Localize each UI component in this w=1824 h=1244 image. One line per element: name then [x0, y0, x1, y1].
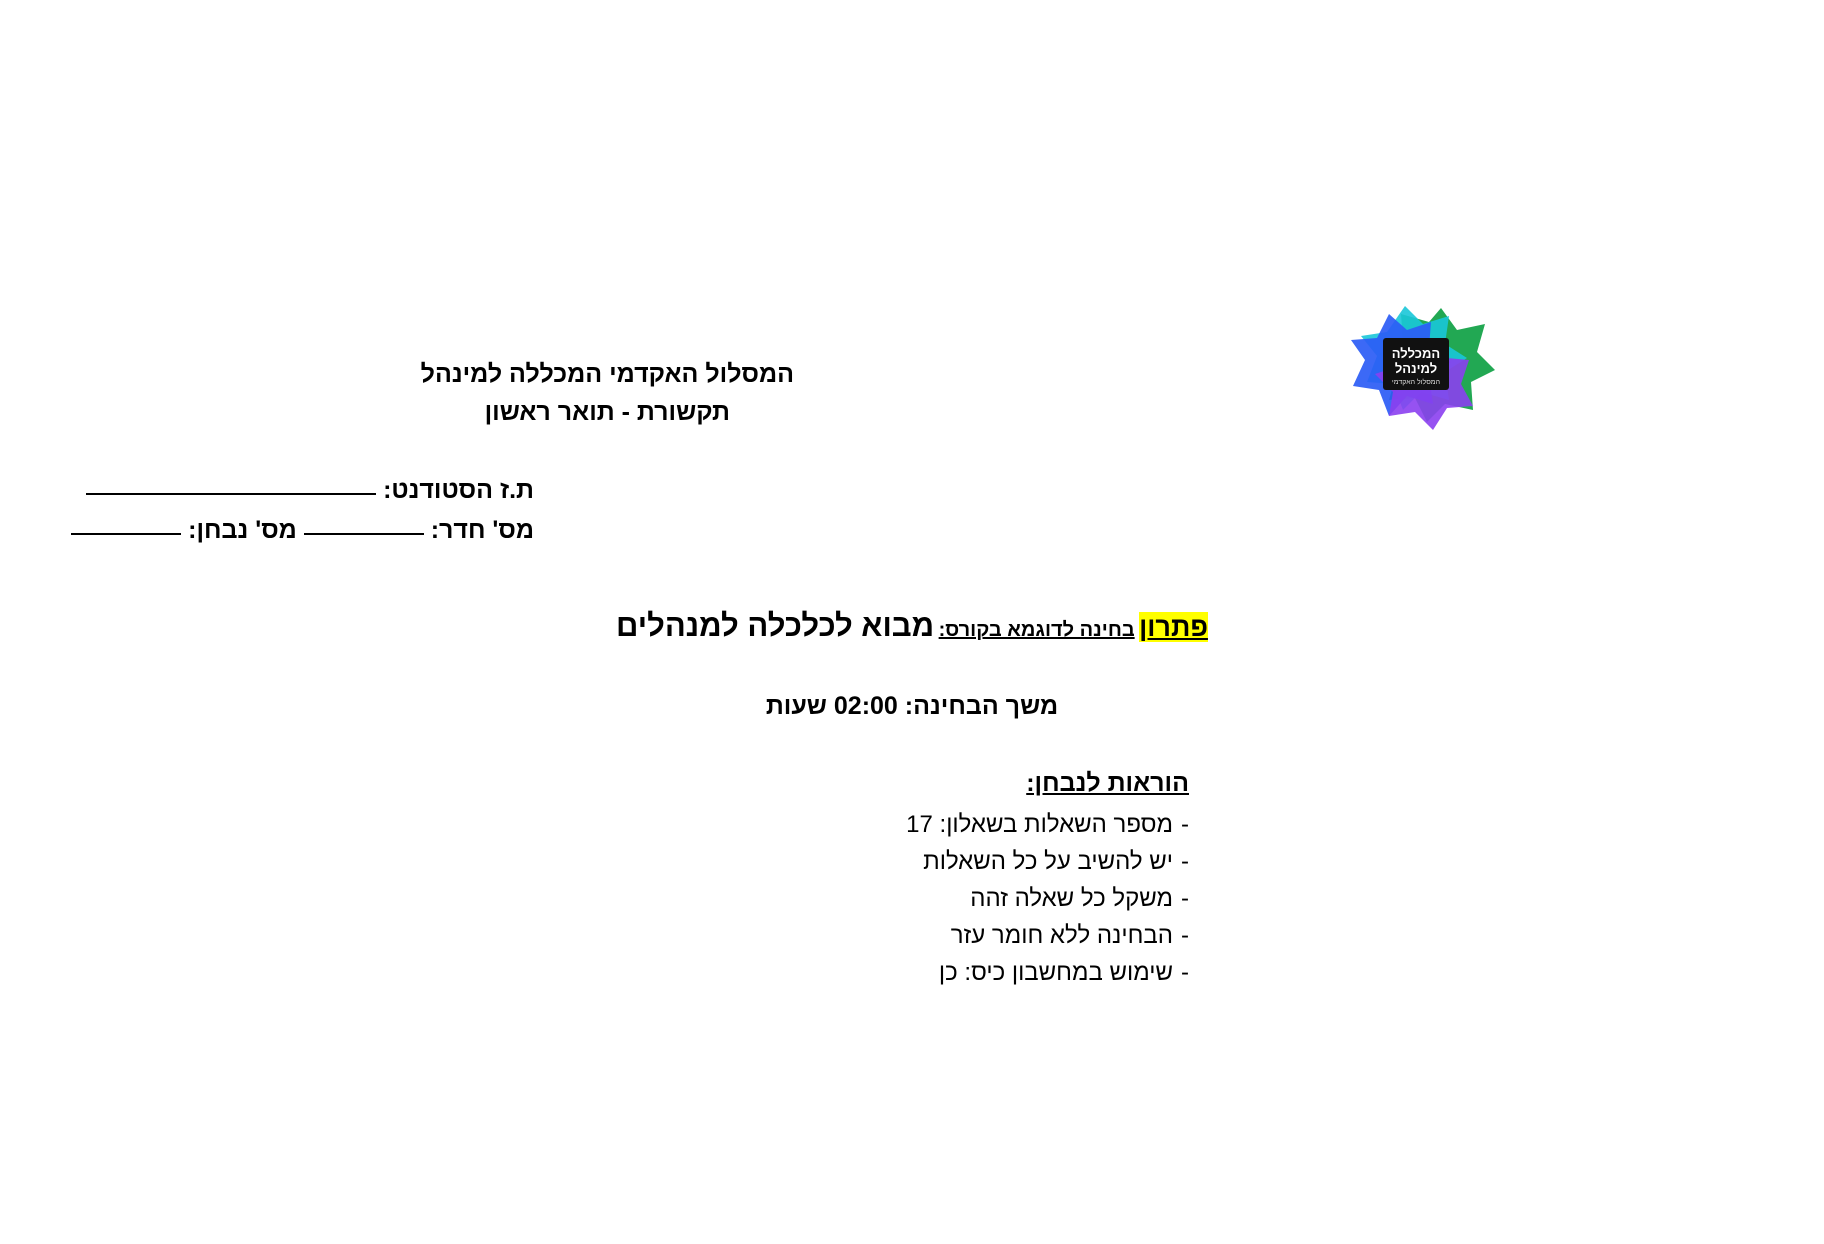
- bullet-dash-icon: -: [1181, 848, 1189, 875]
- instruction-text: הבחינה ללא חומר עזר: [950, 922, 1173, 949]
- bullet-dash-icon: -: [1181, 811, 1189, 838]
- student-id-input[interactable]: [86, 493, 376, 495]
- instruction-text: שימוש במחשבון כיס: כן: [938, 959, 1173, 986]
- instruction-text: יש להשיב על כל השאלות: [923, 848, 1173, 875]
- room-examinee-row: [71, 510, 534, 550]
- room-label: מס' חדר:: [430, 516, 534, 544]
- bullet-dash-icon: -: [1181, 959, 1189, 986]
- instruction-text: משקל כל שאלה זהה: [970, 885, 1173, 912]
- logo-text-line3: המסלול האקדמי: [1391, 379, 1441, 386]
- examinee-label: מס' נבחן:: [188, 516, 297, 544]
- exam-title: [0, 608, 1824, 644]
- list-item: [906, 806, 1189, 843]
- instructions-block: [906, 765, 1189, 991]
- list-item: [906, 917, 1189, 954]
- instructions-title: הוראות לנבחן:: [1026, 769, 1189, 797]
- list-item: [906, 954, 1189, 991]
- examinee-input[interactable]: [71, 533, 181, 535]
- room-input[interactable]: [304, 533, 424, 535]
- institution-header: [421, 355, 794, 431]
- bullet-dash-icon: -: [1181, 885, 1189, 912]
- header-line-1: המסלול האקדמי המכללה למינהל: [420, 360, 794, 388]
- exam-duration: משך הבחינה: 02:00 שעות: [765, 692, 1059, 720]
- list-item: [906, 880, 1189, 917]
- header-line-2: תקשורת - תואר ראשון: [484, 398, 730, 426]
- exam-subtitle: בחינה לדוגמא בקורס:: [938, 619, 1135, 641]
- college-logo: [1345, 300, 1495, 450]
- course-name: מבוא לכלכלה למנהלים: [616, 608, 935, 643]
- instruction-text: מספר השאלות בשאלון: 17: [906, 811, 1173, 838]
- student-fields: [71, 470, 534, 550]
- instructions-list: [906, 806, 1189, 991]
- solution-tag: פתרון: [1139, 612, 1208, 642]
- logo-text-line2: למינהל: [1394, 361, 1438, 376]
- logo-text-line1: המכללה: [1391, 346, 1441, 361]
- student-id-label: ת.ז הסטודנט:: [383, 476, 534, 504]
- bullet-dash-icon: -: [1181, 922, 1189, 949]
- list-item: [906, 843, 1189, 880]
- logo-petal-group: [1351, 306, 1495, 430]
- student-id-row: [71, 470, 534, 510]
